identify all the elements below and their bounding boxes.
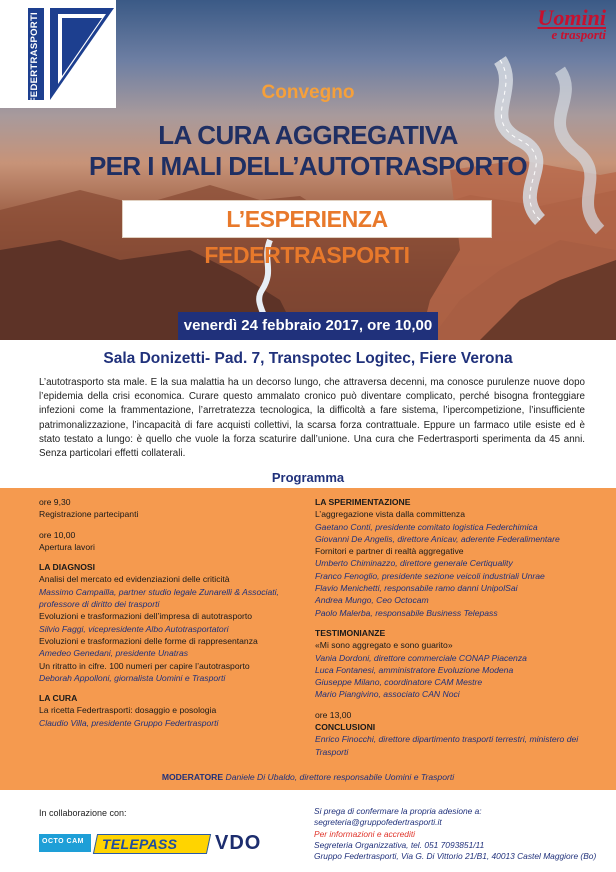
- contact-info: [314, 806, 604, 862]
- programma-speaker: Claudio Villa, presidente Gruppo Federtrasporti: [39, 717, 219, 728]
- spacer: [315, 701, 600, 709]
- vdo-logo: VDO: [215, 832, 262, 854]
- programma-item: Fornitori e partner di realtà aggregative: [315, 546, 464, 557]
- programma-section-heading: LA DIAGNOSI: [39, 562, 96, 573]
- collaboration-label: In collaborazione con:: [39, 808, 127, 818]
- programma-speaker: Giuseppe Milano, coordinatore CAM Mestre: [315, 677, 483, 688]
- event-title-line1: LA CURA AGGREGATIVA: [158, 120, 458, 150]
- programma-item: La ricetta Federtrasporti: dosaggio e posologia: [39, 705, 217, 716]
- contact-info-label: Per informazioni e accrediti: [314, 828, 416, 839]
- programma-item: L’aggregazione vista dalla committenza: [315, 509, 466, 520]
- programma-speaker: Enrico Finocchi, direttore dipartimento trasporti terrestri, ministero dei Trasporti: [315, 734, 579, 757]
- event-subtitle: L’ESPERIENZA FEDERTRASPORTI: [204, 206, 410, 268]
- programma-speaker: Luca Fontanesi, amministratore Evoluzione Modena: [315, 664, 514, 675]
- programma-speaker: Silvio Faggi, vicepresidente Albo Autotrasportatori: [39, 623, 229, 634]
- uomini-logo-line2: e trasporti: [551, 27, 606, 42]
- programma-speaker: professore di diritto dei trasporti: [39, 599, 160, 610]
- programma-item: Registrazione partecipanti: [39, 509, 139, 520]
- telepass-logo: [93, 834, 211, 854]
- moderatore-line: [0, 772, 616, 782]
- uomini-logo-line1: Uomini: [537, 5, 606, 30]
- programma-item: Evoluzioni e trasformazioni dell’impresa di autotrasporto: [39, 611, 253, 622]
- programma-item: «Mi sono aggregato e sono guarito»: [315, 640, 453, 651]
- programma-speaker: Amedeo Genedani, presidente Unatras: [39, 648, 189, 659]
- octocam-logo: [39, 834, 91, 852]
- programma-title: Programma: [271, 470, 345, 485]
- programma-speaker: Umberto Chiminazzo, direttore generale Certiquality: [315, 558, 513, 569]
- programma-section-heading: CONCLUSIONI: [315, 722, 376, 733]
- event-date: venerdì 24 febbraio 2017, ore 10,00: [183, 317, 433, 334]
- programma-speaker: Giovanni De Angelis, direttore Anicav, aderente Federalimentare: [315, 533, 560, 544]
- contact-rsvp: Si prega di confermare la propria adesione a: segreteria@gruppofedertrasporti.it: [314, 806, 482, 828]
- octocam-logo-text: OCTO CAM: [42, 838, 84, 845]
- intro-paragraph: L’autotrasporto sta male. E la sua malattia ha un decorso lungo, che attraversa decenni, ma conosce purulenze nuove dopo l’epidemia della crisi economica. Curare questo ammalato cronico può diventare complicato, perché bisogna fronteggiare infezioni come la frammentazione, l’arretratezza tecnologica, la difficoltà a fare sistema, l’ipercompetizione, l’insufficiente patrimonalizzazione, l’incapacità di fare acquisti collettivi, la scarsa forza contrattuale. Eppure un farmaco utile esiste ed è stato testato a lungo: è quello che vuole la forza scaturire dall’unione. Una cura che Federtrasporti sperimenta da 45 anni. Senza particolari effetti collaterali.: [39, 377, 585, 460]
- programma-item: Evoluzioni e trasformazioni delle forme di rappresentanza: [39, 635, 258, 646]
- programma-speaker: Mario Piangivino, associato CAN Noci: [315, 689, 460, 700]
- programma-speaker: Vania Dordoni, direttore commerciale CONAP Piacenza: [315, 652, 527, 663]
- event-type: Convegno: [261, 82, 355, 103]
- programma-speaker: Paolo Malerba, responsabile Business Telepass: [315, 607, 498, 618]
- spacer: [315, 619, 600, 627]
- moderatore-name: Daniele Di Ubaldo, direttore responsabile Uomini e Trasporti: [225, 772, 455, 782]
- programma-section-heading: LA SPERIMENTAZIONE: [315, 497, 411, 507]
- programma-item: ore 13,00: [315, 709, 352, 720]
- programma-item: Apertura lavori: [39, 541, 95, 552]
- programma-right-column: [315, 496, 600, 758]
- uomini-e-trasporti-logo: [537, 5, 606, 42]
- programma-speaker: Flavio Menichetti, responsabile ramo danni UnipolSai: [315, 583, 518, 594]
- contact-address: Gruppo Federtrasporti, Via G. Di Vittorio 21/B1, 40013 Castel Maggiore (Bo): [314, 851, 597, 862]
- programma-item: Un ritratto in cifre. 100 numeri per capire l’autotrasporto: [39, 660, 250, 671]
- spacer: [39, 553, 289, 561]
- programma-speaker: Franco Fenoglio, presidente sezione veicoli industriali Unrae: [315, 570, 545, 581]
- programma-item: Analisi del mercato ed evidenziazioni delle criticità: [39, 574, 230, 585]
- programma-section-heading: LA CURA: [39, 693, 78, 704]
- event-subtitle-box: [122, 200, 492, 268]
- event-date-box: [178, 312, 438, 340]
- spacer: [39, 521, 289, 529]
- event-venue: Sala Donizetti- Pad. 7, Transpotec Logitec, Fiere Verona: [103, 350, 513, 367]
- event-title: [0, 120, 616, 182]
- programma-speaker: Deborah Appolloni, giornalista Uomini e Trasporti: [39, 672, 226, 683]
- programma-left-column: [39, 496, 289, 729]
- programma-item: ore 10,00: [39, 529, 76, 540]
- moderatore-label: MODERATORE: [161, 772, 224, 782]
- programma-speaker: Gaetano Conti, presidente comitato logistica Federchimica: [315, 521, 538, 532]
- programma-section-heading: TESTIMONIANZE: [315, 627, 386, 638]
- programma-item: ore 9,30: [39, 497, 71, 507]
- programma-speaker: Massimo Campailla, partner studio legale Zunarelli & Associati,: [39, 586, 279, 597]
- contact-phone: Segreteria Organizzativa, tel. 051 7093851/11: [314, 839, 485, 850]
- federtrasporti-logo-text: FEDERTRASPORTI: [29, 12, 40, 104]
- spacer: [39, 684, 289, 692]
- event-title-line2: PER I MALI DELL’AUTOTRASPORTO: [88, 151, 528, 181]
- telepass-logo-text: TELEPASS: [102, 836, 178, 852]
- programma-speaker: Andrea Mungo, Ceo Octocam: [315, 595, 429, 606]
